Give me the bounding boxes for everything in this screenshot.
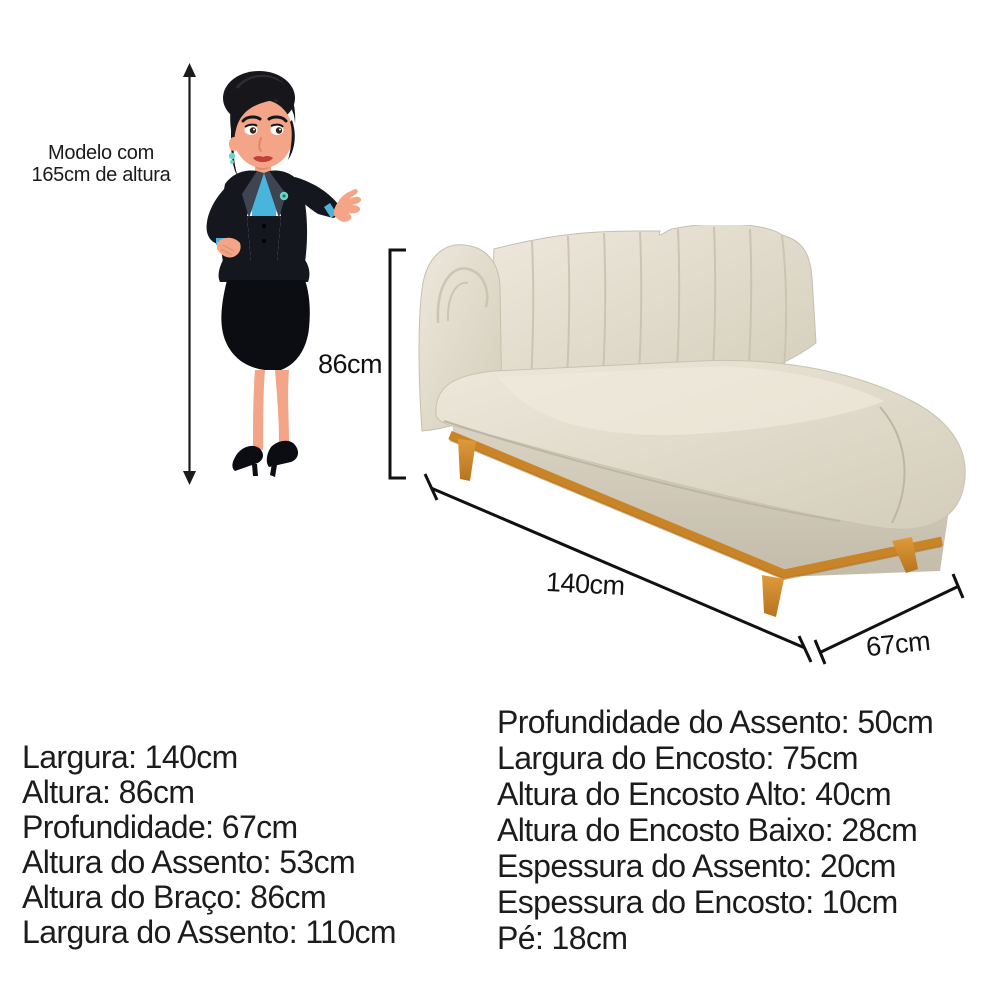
spec-line: Pé: 18cm	[497, 920, 628, 956]
height-dimension-label: 86cm	[317, 349, 382, 379]
spec-line: Largura do Assento: 110cm	[22, 914, 396, 950]
depth-dimension-line-icon	[805, 570, 985, 680]
model-height-label	[6, 142, 196, 186]
spec-line: Altura do Encosto Baixo: 28cm	[497, 812, 918, 848]
model-height-label-line2: 165cm de altura	[31, 164, 171, 186]
specs-list-right	[497, 704, 933, 956]
spec-line: Largura do Encosto: 75cm	[497, 740, 858, 776]
spec-line: Largura: 140cm	[22, 739, 238, 775]
spec-line: Altura do Encosto Alto: 40cm	[497, 776, 892, 812]
depth-dimension-label: 67cm	[864, 625, 932, 663]
spec-line: Altura: 86cm	[22, 774, 195, 810]
spec-line: Espessura do Encosto: 10cm	[497, 884, 898, 920]
spec-line: Espessura do Assento: 20cm	[497, 848, 896, 884]
spec-line: Profundidade: 67cm	[22, 809, 298, 845]
model-height-label-line1: Modelo com	[48, 142, 154, 164]
spec-line: Profundidade do Assento: 50cm	[497, 704, 934, 740]
spec-line: Altura do Braço: 86cm	[22, 879, 326, 915]
spec-line: Altura do Assento: 53cm	[22, 844, 356, 880]
width-dimension-label: 140cm	[545, 566, 626, 602]
specs-list-left	[22, 740, 396, 950]
